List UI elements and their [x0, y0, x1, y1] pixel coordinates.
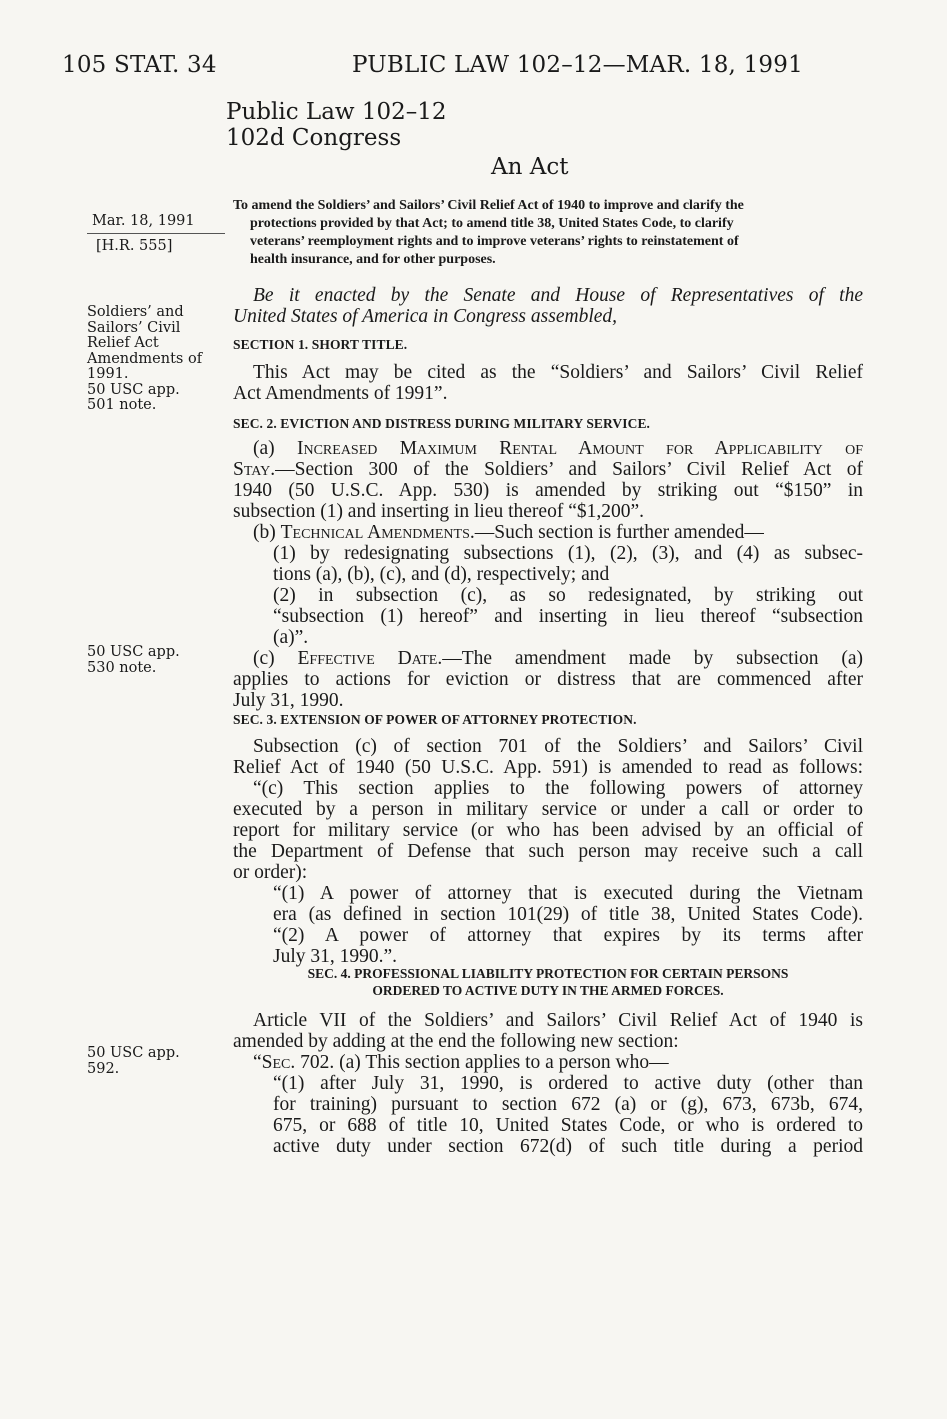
section-4-heading: SEC. 4. PROFESSIONAL LIABILITY PROTECTION FOR CERTAIN PERSONS ORDERED TO ACTIVE DUTY IN THE ARMED FORCES. — [307, 966, 789, 998]
margin-note-sec4: 50 USC app. 592. — [87, 1045, 180, 1077]
section-2-subsection-a: (a) Increased Maximum Rental Amount for Applicability of Stay.—Section 300 of the Soldiers’ and Sailors’ Civil Relief Act of 1940 (50 U.S.C. App. 530) is amended by striking out “$150” in subsection (1) and inserting in lieu thereof “$1,200”. — [233, 438, 863, 522]
act-label: An Act — [491, 154, 569, 180]
margin-note-sec2: 50 USC app. 530 note. — [87, 644, 180, 676]
section-2-heading: SEC. 2. EVICTION AND DISTRESS DURING MILITARY SERVICE. — [233, 416, 651, 431]
page-reference: 105 STAT. 34 — [62, 52, 217, 78]
section-2-subsection-c: (c) Effective Date.—The amendment made by subsection (a) applies to actions for eviction or distress that are commenced after July 31, 1990. — [233, 648, 863, 711]
margin-bill-number: [H.R. 555] — [96, 238, 173, 254]
running-title: PUBLIC LAW 102–12—MAR. 18, 1991 — [352, 52, 803, 78]
act-purpose: To amend the Soldiers’ and Sailors’ Civil Relief Act of 1940 to improve and clarify the protections provided by that Act; to amend title 38, United States Code, to clarify veterans’ reemployment rights and to improve veterans’ rights to reinstatement of health insurance, and for other purposes. — [233, 198, 744, 267]
margin-rule — [87, 233, 225, 234]
public-law-number: Public Law 102–12 — [226, 99, 447, 125]
section-2-subsection-b: (b) Technical Amendments.—Such section is further amended— (1) by redesignating subsections (1), (2), (3), and (4) as subsec- tions (a), (b), (c), and (d), respectively; and (2) in subsection (c), as so redesignated, by striking out “subsection (1) hereof” and inserting in lieu thereof “subsection (a)”. — [253, 522, 863, 648]
section-1-heading: SECTION 1. SHORT TITLE. — [233, 337, 408, 352]
section-3-text: Subsection (c) of section 701 of the Soldiers’ and Sailors’ Civil Relief Act of 1940 (50 U.S.C. App. 591) is amended to read as follows: “(c) This section applies to the following powers of attorney executed by a person in military service or under a call or order to report for military service (or who has been advised by an official of the Department of Defense that such person may receive such a call or order): “(1) A power of attorney that is executed during the Vietnam era (as defined in section 101(29) of title 38, United States Code). “(2) A power of attorney that expires by its terms after July 31, 1990.”. — [233, 736, 863, 967]
margin-note-short-title: Soldiers’ and Sailors’ Civil Relief Act Amendments of 1991. 50 USC app. 501 note. — [87, 304, 203, 413]
enacting-clause: Be it enacted by the Senate and House of Representatives of the United States of America in Congress assembled, — [233, 285, 863, 327]
congress-label: 102d Congress — [226, 125, 402, 151]
section-4-text: Article VII of the Soldiers’ and Sailors’ Civil Relief Act of 1940 is amended by adding at the end the following new section: “Sec. 702. (a) This section applies to a person who— “(1) after July 31, 1990, is ordered to active duty (other than for training) pursuant to section 672 (a) or (g), 673, 673b, 674, 675, or 688 of title 10, United States Code, or who is ordered to active duty under section 672(d) of such title during a period — [233, 1010, 863, 1157]
section-1-text: This Act may be cited as the “Soldiers’ and Sailors’ Civil Relief Act Amendments of 1991”. — [233, 362, 863, 404]
section-3-heading: SEC. 3. EXTENSION OF POWER OF ATTORNEY PROTECTION. — [233, 712, 637, 727]
margin-date: Mar. 18, 1991 — [92, 213, 195, 229]
